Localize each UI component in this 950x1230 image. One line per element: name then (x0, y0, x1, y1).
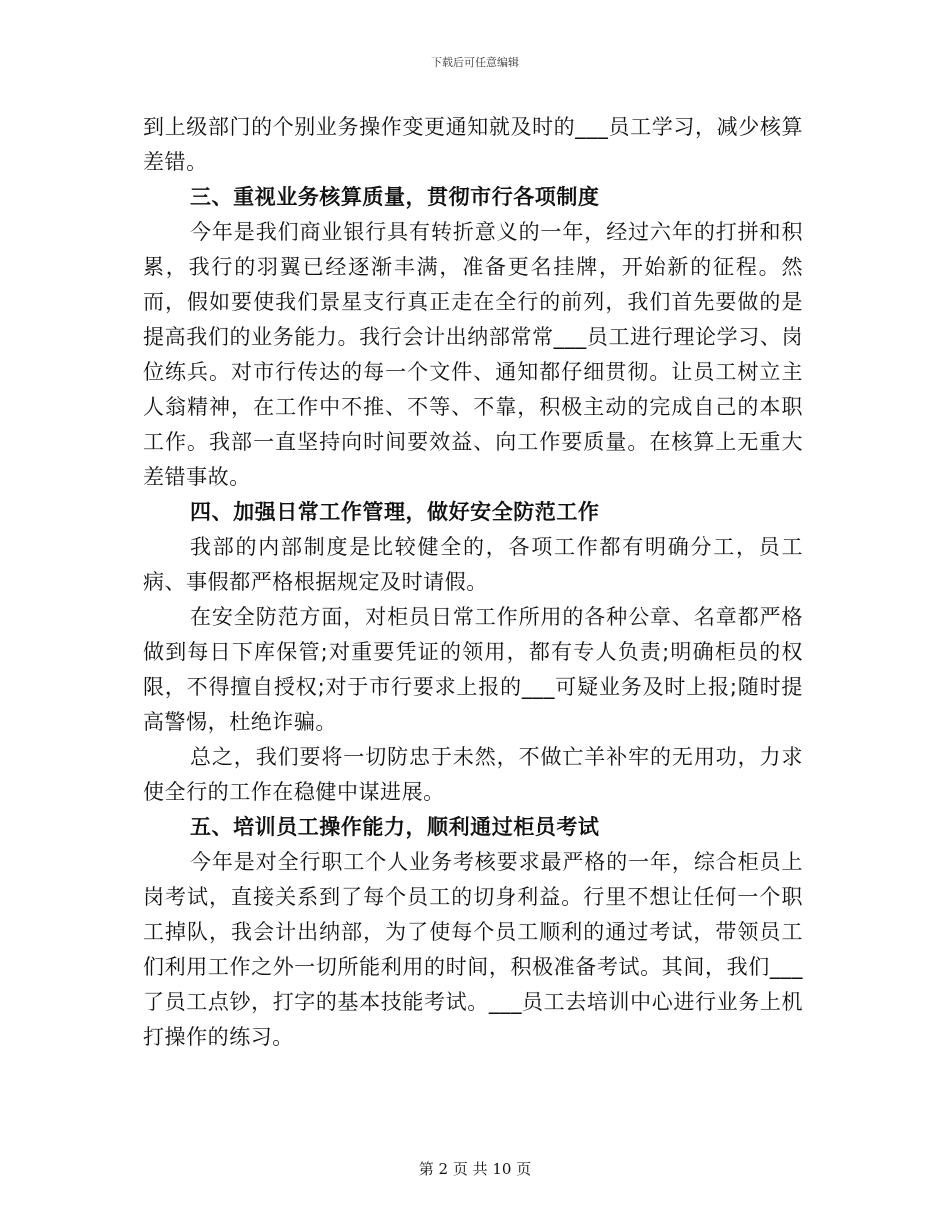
download-note: 下载后可任意编辑 (431, 56, 519, 69)
paragraph-continuation: 到上级部门的个别业务操作变更通知就及时的___员工学习，减少核算差错。 (143, 115, 803, 174)
section-heading-3: 三、重视业务核算质量，贯彻市行各项制度 (190, 185, 600, 209)
section-heading-4: 四、加强日常工作管理，做好安全防范工作 (190, 500, 600, 524)
paragraph: 我部的内部制度是比较健全的，各项工作都有明确分工，员工病、事假都严格根据规定及时请假。 (143, 535, 803, 594)
paragraph: 今年是对全行职工个人业务考核要求最严格的一年，综合柜员上岗考试，直接关系到了每个员工的切身利益。行里不想让任何一个职工掉队，我会计出纳部，为了使每个员工顺利的通过考试，带领员工们利用工作之外一切所能利用的时间，积极准备考试。其间，我们___了员工点钞，打字的基本技能考试。___员工去培训中心进行业务上机打操作的练习。 (143, 850, 803, 1049)
page-number: 第 2 页 共 10 页 (418, 1160, 532, 1178)
document-body (143, 110, 803, 1055)
paragraph: 今年是我们商业银行具有转折意义的一年，经过六年的打拼和积累，我行的羽翼已经逐渐丰满，准备更名挂牌，开始新的征程。然而，假如要使我们景星支行真正走在全行的前列，我们首先要做的是提高我们的业务能力。我行会计出纳部常常___员工进行理论学习、岗位练兵。对市行传达的每一个文件、通知都仔细贯彻。让员工树立主人翁精神，在工作中不推、不等、不靠，积极主动的完成自己的本职工作。我部一直坚持向时间要效益、向工作要质量。在核算上无重大差错事故。 (143, 220, 803, 489)
paragraph: 在安全防范方面，对柜员日常工作所用的各种公章、名章都严格做到每日下库保管;对重要凭证的领用，都有专人负责;明确柜员的权限，不得擅自授权;对于市行要求上报的___可疑业务及时上报;随时提高警惕，杜绝诈骗。 (143, 605, 803, 734)
paragraph: 总之，我们要将一切防忠于未然，不做亡羊补牢的无用功，力求使全行的工作在稳健中谋进展。 (143, 745, 803, 804)
section-heading-5: 五、培训员工操作能力，顺利通过柜员考试 (190, 815, 600, 839)
